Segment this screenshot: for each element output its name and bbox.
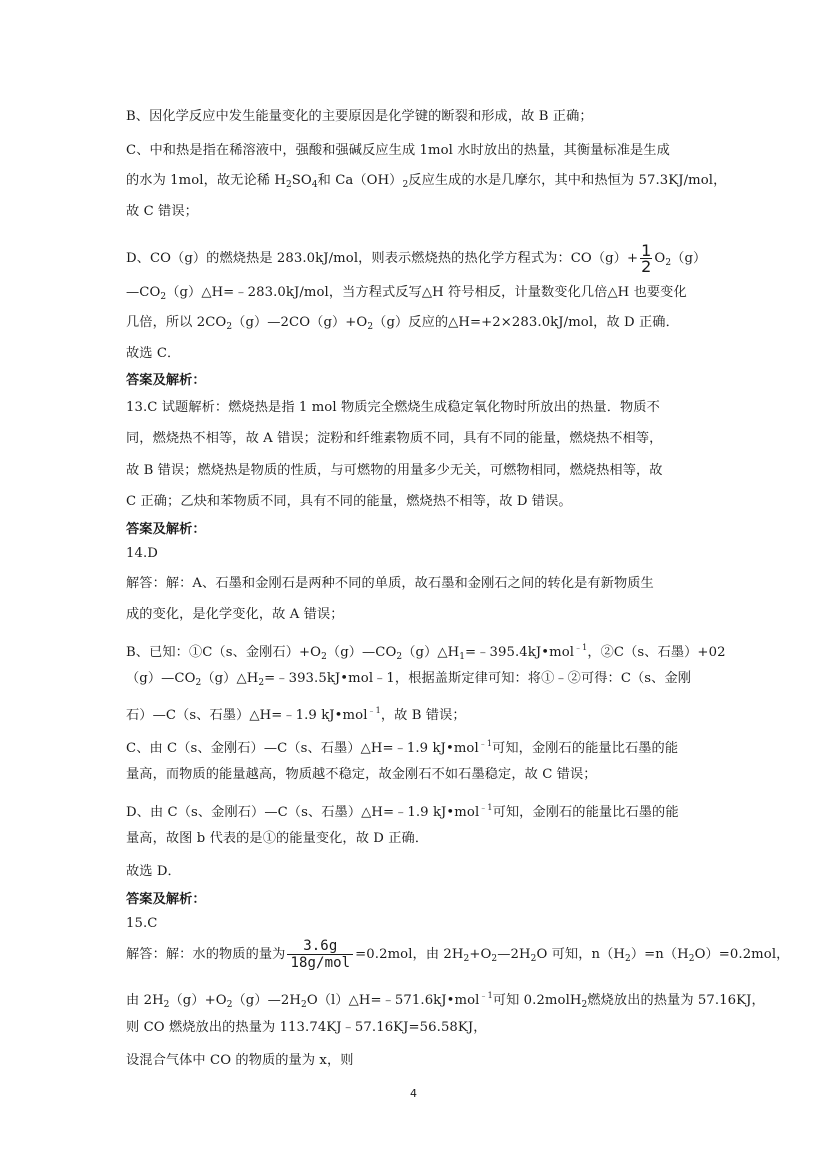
text-line: 故选 C． <box>126 346 181 361</box>
section-heading: 答案及解析： <box>126 522 206 537</box>
text-line: 则 CO 燃烧放出的热量为 113.74KJ﹣57.16KJ=56.58KJ， <box>126 1020 487 1035</box>
text-line: 14.D <box>126 546 158 561</box>
text-line: 量高，故图 b 代表的是①的能量变化，故 D 正确． <box>126 831 429 846</box>
text-line: B、因化学反应中发生能量变化的主要原因是化学键的断裂和形成，故 B 正确； <box>126 109 593 124</box>
fraction-mass-over-molar-mass: $\frac{3.6g}{\text{18g/mol}}$ <box>287 938 353 971</box>
text-line: 15.C <box>126 916 158 931</box>
text-line: 故选 D． <box>126 864 181 879</box>
text-line: D、CO（g）的燃烧热是 283.0kJ/mol，则表示燃烧热的热化学方程式为：CO（g）+ $\frac{1}{2}$ $O_2(g)$ <box>126 241 707 276</box>
section-heading: 答案及解析： <box>126 892 206 907</box>
text-line: 解答：解：水的物质的量为 $\frac{3.6g}{\text{18g/mol}}$ =0.2mol，由 $2H_2+O_2—2H_2O$ 可知，$n(H_2)=n(H_2O)=0.2mol$， <box>126 938 790 971</box>
text-line: 故 B 错误；燃烧热是物质的性质，与可燃物的用量多少无关，可燃物相同，燃烧热相等，故 <box>126 463 663 478</box>
text-line: 的水为 1mol，故无论稀 $H_2SO_4$和 $Ca(OH)_2$反应生成的水是几摩尔，其中和热恒为 57.3KJ/mol， <box>126 173 727 190</box>
text-line: 成的变化，是化学变化，故 A 错误； <box>126 607 344 622</box>
text-line: 石）—C（s、石墨）△H=﹣1.9 kJ•mol$^{﹣1}$，故 B 错误； <box>126 706 466 723</box>
text-line: $—CO_2(g)\triangle H=﹣283.0kJ$/mol，当方程式反写△H 符号相反，计量数变化几倍△H 也要变化 <box>126 285 687 302</box>
text-line: 解答：解：A、石墨和金刚石是两种不同的单质，故石墨和金刚石之间的转化是有新物质生 <box>126 576 654 591</box>
text-line: 设混合气体中 CO 的物质的量为 x，则 <box>126 1053 354 1068</box>
text-line: D、由 C（s、金刚石）—C（s、石墨）△H=﹣1.9 kJ•mol$^{﹣1}$可知，金刚石的能量比石墨的能 <box>126 803 679 820</box>
text-line: $(g)—CO_2(g)\triangle H_2=﹣393.5kJ•mol﹣1$，根据盖斯定律可知：将①﹣②可得：C（s、金刚 <box>126 671 692 688</box>
text-line: 几倍，所以 $2CO_2(g)—2CO(g)+O_2(g)$反应的△H=+2×283.0kJ/mol，故 D 正确． <box>126 315 679 332</box>
text-line: C 正确；乙炔和苯物质不同，具有不同的能量，燃烧热不相等，故 D 错误。 <box>126 494 572 509</box>
section-heading: 答案及解析： <box>126 373 206 388</box>
text-line: B、已知：①C（s、金刚石）$+O_2(g)—CO_2(g)\triangle H_1=﹣395.4kJ•mol^{﹣1}$，②C（s、石墨）+02 <box>126 643 726 662</box>
text-line: C、中和热是指在稀溶液中，强酸和强碱反应生成 1mol 水时放出的热量，其衡量标准是生成 <box>126 143 670 158</box>
text-line: C、由 C（s、金刚石）—C（s、石墨）△H=﹣1.9 kJ•mol$^{﹣1}$可知，金刚石的能量比石墨的能 <box>126 739 679 756</box>
text-line: 由 $2H_2(g)+O_2(g)—2H_2O(l)\triangle H=﹣571.6kJ•mol^{﹣1}$可知 0.2molH$_2$燃烧放出的热量为 57.16KJ， <box>126 991 765 1010</box>
text-line: 量高，而物质的能量越高，物质越不稳定，故金刚石不如石墨稳定，故 C 错误； <box>126 767 597 782</box>
fraction-one-half: $\frac{1}{2}$ <box>641 241 652 276</box>
page-number: 4 <box>410 1087 417 1100</box>
text-line: 同，燃烧热不相等，故 A 错误；淀粉和纤维素物质不同，具有不同的能量，燃烧热不相等， <box>126 431 663 446</box>
text-line: 13.C 试题解析：燃烧热是指 1 mol 物质完全燃烧生成稳定氧化物时所放出的热量．物质不 <box>126 400 660 415</box>
text-line: 故 C 错误； <box>126 204 198 219</box>
